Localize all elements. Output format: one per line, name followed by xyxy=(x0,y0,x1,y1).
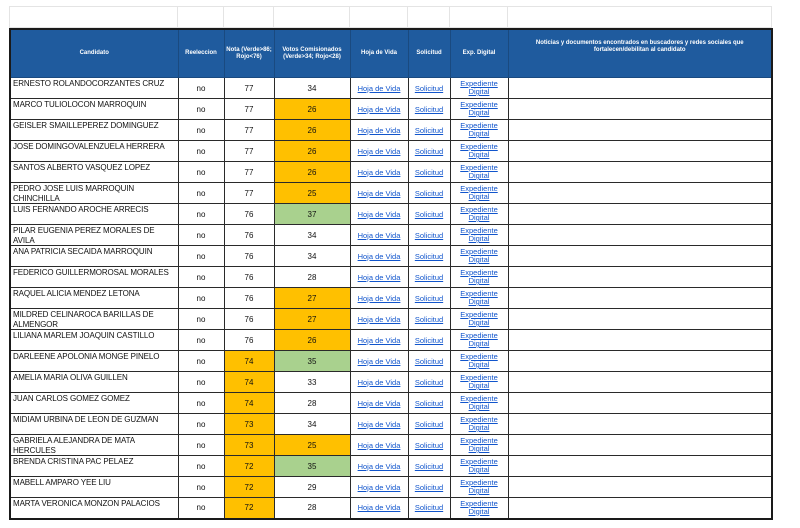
header-cv[interactable]: Hoja de Vida xyxy=(350,29,408,78)
candidate-name-cell[interactable]: ANA PATRICIA SECAIDA MARROQUIN xyxy=(10,246,178,267)
request-link[interactable]: Solicitud xyxy=(414,230,444,240)
digital-file-link[interactable]: Expediente Digital xyxy=(460,100,498,117)
votes-cell[interactable]: 29 xyxy=(274,477,350,498)
request-link-cell xyxy=(408,246,450,267)
votes-cell[interactable]: 25 xyxy=(274,183,350,204)
notes-cell[interactable] xyxy=(508,309,772,330)
notes-cell[interactable] xyxy=(508,477,772,498)
digital-file-link[interactable]: Expediente Digital xyxy=(460,436,498,453)
cv-link-cell xyxy=(350,141,408,162)
header-votes[interactable]: Votos Comisionados (Verde>34; Rojo<28) xyxy=(274,29,350,78)
table-row xyxy=(10,477,772,498)
candidate-name-cell[interactable]: GABRIELA ALEJANDRA DE MATA HERCULES xyxy=(10,435,178,456)
cv-link[interactable]: Hoja de Vida xyxy=(357,125,401,135)
cv-link-cell xyxy=(350,162,408,183)
cv-link-cell xyxy=(350,477,408,498)
blank-cell[interactable] xyxy=(450,7,508,28)
table-row xyxy=(10,393,772,414)
candidate-name-cell[interactable]: PILAR EUGENIA PEREZ MORALES DE AVILA xyxy=(10,225,178,246)
score-cell[interactable]: 76 xyxy=(224,288,274,309)
cv-link-cell xyxy=(350,183,408,204)
reelection-cell[interactable]: no xyxy=(178,183,224,204)
votes-cell[interactable]: 34 xyxy=(274,414,350,435)
digital-file-link[interactable]: Expediente Digital xyxy=(460,184,498,201)
score-cell[interactable]: 73 xyxy=(224,414,274,435)
notes-cell[interactable] xyxy=(508,330,772,351)
digital-file-link[interactable]: Expediente Digital xyxy=(460,142,498,159)
notes-cell[interactable] xyxy=(508,99,772,120)
cv-link-cell xyxy=(350,393,408,414)
candidate-name-cell[interactable]: GEISLER SMAILLEPEREZ DOMINGUEZ xyxy=(10,120,178,141)
notes-cell[interactable] xyxy=(508,351,772,372)
digital-file-link[interactable]: Expediente Digital xyxy=(460,394,498,411)
request-link-cell xyxy=(408,477,450,498)
digital-link-cell xyxy=(450,330,508,351)
candidate-name-cell[interactable]: MARTA VERONICA MONZON PALACIOS xyxy=(10,498,178,519)
request-link-cell xyxy=(408,498,450,519)
table-row xyxy=(10,498,772,519)
cv-link[interactable]: Hoja de Vida xyxy=(357,188,401,198)
score-cell[interactable]: 74 xyxy=(224,393,274,414)
notes-cell[interactable] xyxy=(508,393,772,414)
table-row xyxy=(10,288,772,309)
digital-file-link[interactable]: Expediente Digital xyxy=(460,415,498,432)
candidate-name-cell[interactable]: AMELIA MARIA OLIVA GUILLEN xyxy=(10,372,178,393)
request-link-cell xyxy=(408,267,450,288)
request-link[interactable]: Solicitud xyxy=(414,377,444,387)
blank-cell[interactable] xyxy=(274,7,350,28)
notes-cell[interactable] xyxy=(508,288,772,309)
score-cell[interactable]: 77 xyxy=(224,120,274,141)
digital-file-link[interactable]: Expediente Digital xyxy=(460,247,498,264)
cv-link[interactable]: Hoja de Vida xyxy=(357,104,401,114)
votes-cell[interactable]: 34 xyxy=(274,225,350,246)
table-row xyxy=(10,330,772,351)
digital-link-cell xyxy=(450,246,508,267)
notes-cell[interactable] xyxy=(508,246,772,267)
candidate-name-cell[interactable]: MABELL AMPARO YEE LIU xyxy=(10,477,178,498)
digital-file-link[interactable]: Expediente Digital xyxy=(460,205,498,222)
request-link-cell xyxy=(408,141,450,162)
reelection-cell[interactable]: no xyxy=(178,414,224,435)
reelection-cell[interactable]: no xyxy=(178,246,224,267)
request-link-cell xyxy=(408,225,450,246)
cv-link[interactable]: Hoja de Vida xyxy=(357,503,401,513)
digital-link-cell xyxy=(450,99,508,120)
reelection-cell[interactable]: no xyxy=(178,309,224,330)
notes-cell[interactable] xyxy=(508,498,772,519)
candidate-name-cell[interactable]: MARCO TULIOLOCON MARROQUIN xyxy=(10,99,178,120)
table-body xyxy=(10,78,772,519)
cv-link-cell xyxy=(350,246,408,267)
table-row xyxy=(10,309,772,330)
digital-file-link[interactable]: Expediente Digital xyxy=(460,268,498,285)
votes-cell[interactable]: 27 xyxy=(274,288,350,309)
cv-link[interactable]: Hoja de Vida xyxy=(357,482,401,492)
digital-link-cell xyxy=(450,141,508,162)
blank-cell[interactable] xyxy=(10,7,178,28)
request-link[interactable]: Solicitud xyxy=(414,314,444,324)
notes-cell[interactable] xyxy=(508,78,772,99)
request-link[interactable]: Solicitud xyxy=(414,503,444,513)
reelection-cell[interactable]: no xyxy=(178,120,224,141)
votes-cell[interactable]: 25 xyxy=(274,435,350,456)
digital-link-cell xyxy=(450,120,508,141)
digital-link-cell xyxy=(450,309,508,330)
digital-link-cell xyxy=(450,225,508,246)
reelection-cell[interactable]: no xyxy=(178,393,224,414)
request-link[interactable]: Solicitud xyxy=(414,83,444,93)
table-row xyxy=(10,351,772,372)
digital-file-link[interactable]: Expediente Digital xyxy=(460,373,498,390)
request-link[interactable]: Solicitud xyxy=(414,335,444,345)
votes-cell[interactable]: 28 xyxy=(274,498,350,519)
blank-cell[interactable] xyxy=(508,7,772,28)
digital-file-link[interactable]: Expediente Digital xyxy=(460,478,498,495)
votes-cell[interactable]: 33 xyxy=(274,372,350,393)
candidate-name-cell[interactable]: MILDRED CELINAROCA BARILLAS DE ALMENGOR xyxy=(10,309,178,330)
reelection-cell[interactable]: no xyxy=(178,141,224,162)
request-link[interactable]: Solicitud xyxy=(414,251,444,261)
request-link-cell xyxy=(408,372,450,393)
reelection-cell[interactable]: no xyxy=(178,288,224,309)
cv-link-cell xyxy=(350,498,408,519)
candidate-name-cell[interactable]: JUAN CARLOS GOMEZ GOMEZ xyxy=(10,393,178,414)
votes-cell[interactable]: 35 xyxy=(274,456,350,477)
table-row xyxy=(10,162,772,183)
table-row xyxy=(10,456,772,477)
score-cell[interactable]: 77 xyxy=(224,183,274,204)
request-link-cell xyxy=(408,99,450,120)
candidate-name-cell[interactable]: LILIANA MARLEM JOAQUIN CASTILLO xyxy=(10,330,178,351)
cv-link-cell xyxy=(350,99,408,120)
score-cell[interactable]: 74 xyxy=(224,351,274,372)
table-row xyxy=(10,204,772,225)
table-row xyxy=(10,183,772,204)
request-link-cell xyxy=(408,330,450,351)
votes-cell[interactable]: 26 xyxy=(274,141,350,162)
cv-link[interactable]: Hoja de Vida xyxy=(357,314,401,324)
request-link[interactable]: Solicitud xyxy=(414,125,444,135)
request-link[interactable]: Solicitud xyxy=(414,167,444,177)
cv-link-cell xyxy=(350,225,408,246)
reelection-cell[interactable]: no xyxy=(178,267,224,288)
notes-cell[interactable] xyxy=(508,225,772,246)
score-cell[interactable]: 77 xyxy=(224,99,274,120)
table-row xyxy=(10,372,772,393)
reelection-cell[interactable]: no xyxy=(178,78,224,99)
votes-cell[interactable]: 34 xyxy=(274,78,350,99)
cv-link[interactable]: Hoja de Vida xyxy=(357,146,401,156)
cv-link[interactable]: Hoja de Vida xyxy=(357,167,401,177)
cv-link[interactable]: Hoja de Vida xyxy=(357,251,401,261)
header-score[interactable]: Nota (Verde>86; Rojo<76) xyxy=(224,29,274,78)
notes-cell[interactable] xyxy=(508,204,772,225)
digital-file-link[interactable]: Expediente Digital xyxy=(460,331,498,348)
score-cell[interactable]: 76 xyxy=(224,309,274,330)
request-link-cell xyxy=(408,393,450,414)
digital-file-link[interactable]: Expediente Digital xyxy=(460,121,498,138)
candidate-name-cell[interactable]: MIDIAM URBINA DE LEON DE GUZMAN xyxy=(10,414,178,435)
digital-link-cell xyxy=(450,78,508,99)
digital-file-link[interactable]: Expediente Digital xyxy=(460,226,498,243)
score-cell[interactable]: 76 xyxy=(224,225,274,246)
table-row xyxy=(10,414,772,435)
request-link-cell xyxy=(408,351,450,372)
digital-link-cell xyxy=(450,456,508,477)
request-link-cell xyxy=(408,204,450,225)
table-row xyxy=(10,78,772,99)
digital-file-link[interactable]: Expediente Digital xyxy=(460,289,498,306)
blank-cell[interactable] xyxy=(224,7,274,28)
request-link[interactable]: Solicitud xyxy=(414,461,444,471)
reelection-cell[interactable]: no xyxy=(178,225,224,246)
digital-link-cell xyxy=(450,183,508,204)
cv-link[interactable]: Hoja de Vida xyxy=(357,272,401,282)
cv-link[interactable]: Hoja de Vida xyxy=(357,356,401,366)
header-row xyxy=(10,29,772,78)
cv-link[interactable]: Hoja de Vida xyxy=(357,230,401,240)
score-cell[interactable]: 76 xyxy=(224,330,274,351)
request-link-cell xyxy=(408,435,450,456)
blank-cell[interactable] xyxy=(350,7,408,28)
score-cell[interactable]: 73 xyxy=(224,435,274,456)
score-cell[interactable]: 76 xyxy=(224,246,274,267)
notes-cell[interactable] xyxy=(508,456,772,477)
request-link-cell xyxy=(408,183,450,204)
cv-link-cell xyxy=(350,372,408,393)
request-link-cell xyxy=(408,120,450,141)
candidate-name-cell[interactable]: LUIS FERNANDO AROCHE ARRECIS xyxy=(10,204,178,225)
request-link[interactable]: Solicitud xyxy=(414,293,444,303)
digital-link-cell xyxy=(450,351,508,372)
score-cell[interactable]: 72 xyxy=(224,498,274,519)
reelection-cell[interactable]: no xyxy=(178,435,224,456)
digital-file-link[interactable]: Expediente Digital xyxy=(460,352,498,369)
header-digital[interactable]: Exp. Digital xyxy=(450,29,508,78)
cv-link[interactable]: Hoja de Vida xyxy=(357,83,401,93)
cv-link-cell xyxy=(350,309,408,330)
header-notes[interactable]: Noticias y documentos encontrados en buscadores y redes sociales que fortalecen/debilitan al candidato xyxy=(508,29,772,78)
digital-file-link[interactable]: Expediente Digital xyxy=(460,498,498,516)
reelection-cell[interactable]: no xyxy=(178,456,224,477)
header-candidate[interactable]: Candidato xyxy=(10,29,178,78)
spreadsheet xyxy=(9,6,771,520)
score-cell[interactable]: 76 xyxy=(224,267,274,288)
digital-link-cell xyxy=(450,498,508,519)
candidate-name-cell[interactable]: PEDRO JOSE LUIS MARROQUIN CHINCHILLA xyxy=(10,183,178,204)
score-cell[interactable]: 74 xyxy=(224,372,274,393)
votes-cell[interactable]: 27 xyxy=(274,309,350,330)
cv-link[interactable]: Hoja de Vida xyxy=(357,398,401,408)
cv-link-cell xyxy=(350,456,408,477)
cv-link-cell xyxy=(350,414,408,435)
request-link[interactable]: Solicitud xyxy=(414,356,444,366)
notes-cell[interactable] xyxy=(508,414,772,435)
digital-link-cell xyxy=(450,435,508,456)
request-link[interactable]: Solicitud xyxy=(414,398,444,408)
candidate-name-cell[interactable]: DARLEENE APOLONIA MONGE PINELO xyxy=(10,351,178,372)
candidate-name-cell[interactable]: JOSE DOMINGOVALENZUELA HERRERA xyxy=(10,141,178,162)
reelection-cell[interactable]: no xyxy=(178,498,224,519)
request-link[interactable]: Solicitud xyxy=(414,440,444,450)
score-cell[interactable]: 77 xyxy=(224,141,274,162)
cv-link-cell xyxy=(350,120,408,141)
notes-cell[interactable] xyxy=(508,183,772,204)
notes-cell[interactable] xyxy=(508,120,772,141)
votes-cell[interactable]: 26 xyxy=(274,120,350,141)
cv-link[interactable]: Hoja de Vida xyxy=(357,209,401,219)
votes-cell[interactable]: 37 xyxy=(274,204,350,225)
table-row xyxy=(10,141,772,162)
reelection-cell[interactable]: no xyxy=(178,162,224,183)
table-row xyxy=(10,246,772,267)
request-link-cell xyxy=(408,456,450,477)
reelection-cell[interactable]: no xyxy=(178,372,224,393)
score-cell[interactable]: 72 xyxy=(224,456,274,477)
digital-link-cell xyxy=(450,477,508,498)
candidate-name-cell[interactable]: ERNESTO ROLANDOCORZANTES CRUZ xyxy=(10,78,178,99)
candidate-name-cell[interactable]: SANTOS ALBERTO VASQUEZ LOPEZ xyxy=(10,162,178,183)
score-cell[interactable]: 76 xyxy=(224,204,274,225)
cv-link[interactable]: Hoja de Vida xyxy=(357,419,401,429)
digital-link-cell xyxy=(450,162,508,183)
request-link[interactable]: Solicitud xyxy=(414,209,444,219)
digital-file-link[interactable]: Expediente Digital xyxy=(460,163,498,180)
candidate-name-cell[interactable]: FEDERICO GUILLERMOROSAL MORALES xyxy=(10,267,178,288)
cv-link-cell xyxy=(350,435,408,456)
request-link[interactable]: Solicitud xyxy=(414,482,444,492)
reelection-cell[interactable]: no xyxy=(178,99,224,120)
votes-cell[interactable]: 26 xyxy=(274,330,350,351)
digital-link-cell xyxy=(450,204,508,225)
header-reelection[interactable]: Reeleccion xyxy=(178,29,224,78)
digital-link-cell xyxy=(450,414,508,435)
digital-link-cell xyxy=(450,393,508,414)
cv-link-cell xyxy=(350,78,408,99)
digital-file-link[interactable]: Expediente Digital xyxy=(460,79,498,96)
table-row xyxy=(10,225,772,246)
top-empty-row xyxy=(9,6,772,28)
notes-cell[interactable] xyxy=(508,141,772,162)
votes-cell[interactable]: 35 xyxy=(274,351,350,372)
digital-link-cell xyxy=(450,288,508,309)
table-row xyxy=(10,120,772,141)
digital-link-cell xyxy=(450,372,508,393)
cv-link-cell xyxy=(350,267,408,288)
votes-cell[interactable]: 34 xyxy=(274,246,350,267)
votes-cell[interactable]: 28 xyxy=(274,267,350,288)
cv-link-cell xyxy=(350,330,408,351)
request-link[interactable]: Solicitud xyxy=(414,272,444,282)
score-cell[interactable]: 77 xyxy=(224,162,274,183)
request-link[interactable]: Solicitud xyxy=(414,188,444,198)
request-link-cell xyxy=(408,309,450,330)
votes-cell[interactable]: 28 xyxy=(274,393,350,414)
request-link-cell xyxy=(408,162,450,183)
blank-cell[interactable] xyxy=(408,7,450,28)
request-link[interactable]: Solicitud xyxy=(414,419,444,429)
table-row xyxy=(10,99,772,120)
header-request[interactable]: Solicitud xyxy=(408,29,450,78)
cv-link-cell xyxy=(350,204,408,225)
request-link-cell xyxy=(408,288,450,309)
cv-link[interactable]: Hoja de Vida xyxy=(357,440,401,450)
digital-link-cell xyxy=(450,267,508,288)
table-row xyxy=(10,435,772,456)
reelection-cell[interactable]: no xyxy=(178,330,224,351)
cv-link-cell xyxy=(350,351,408,372)
candidate-name-cell[interactable]: RAQUEL ALICIA MENDEZ LETONA xyxy=(10,288,178,309)
candidate-name-cell[interactable]: BRENDA CRISTINA PAC PELAEZ xyxy=(10,456,178,477)
notes-cell[interactable] xyxy=(508,372,772,393)
cv-link-cell xyxy=(350,288,408,309)
digital-file-link[interactable]: Expediente Digital xyxy=(460,310,498,327)
notes-cell[interactable] xyxy=(508,267,772,288)
reelection-cell[interactable]: no xyxy=(178,204,224,225)
reelection-cell[interactable]: no xyxy=(178,351,224,372)
notes-cell[interactable] xyxy=(508,435,772,456)
score-cell[interactable]: 77 xyxy=(224,78,274,99)
notes-cell[interactable] xyxy=(508,162,772,183)
votes-cell[interactable]: 26 xyxy=(274,99,350,120)
table-row xyxy=(10,267,772,288)
cv-link[interactable]: Hoja de Vida xyxy=(357,335,401,345)
blank-cell[interactable] xyxy=(178,7,224,28)
request-link[interactable]: Solicitud xyxy=(414,104,444,114)
digital-file-link[interactable]: Expediente Digital xyxy=(460,457,498,474)
candidates-table xyxy=(9,28,773,520)
cv-link[interactable]: Hoja de Vida xyxy=(357,461,401,471)
request-link[interactable]: Solicitud xyxy=(414,146,444,156)
cv-link[interactable]: Hoja de Vida xyxy=(357,377,401,387)
score-cell[interactable]: 72 xyxy=(224,477,274,498)
reelection-cell[interactable]: no xyxy=(178,477,224,498)
request-link-cell xyxy=(408,78,450,99)
votes-cell[interactable]: 26 xyxy=(274,162,350,183)
request-link-cell xyxy=(408,414,450,435)
cv-link[interactable]: Hoja de Vida xyxy=(357,293,401,303)
